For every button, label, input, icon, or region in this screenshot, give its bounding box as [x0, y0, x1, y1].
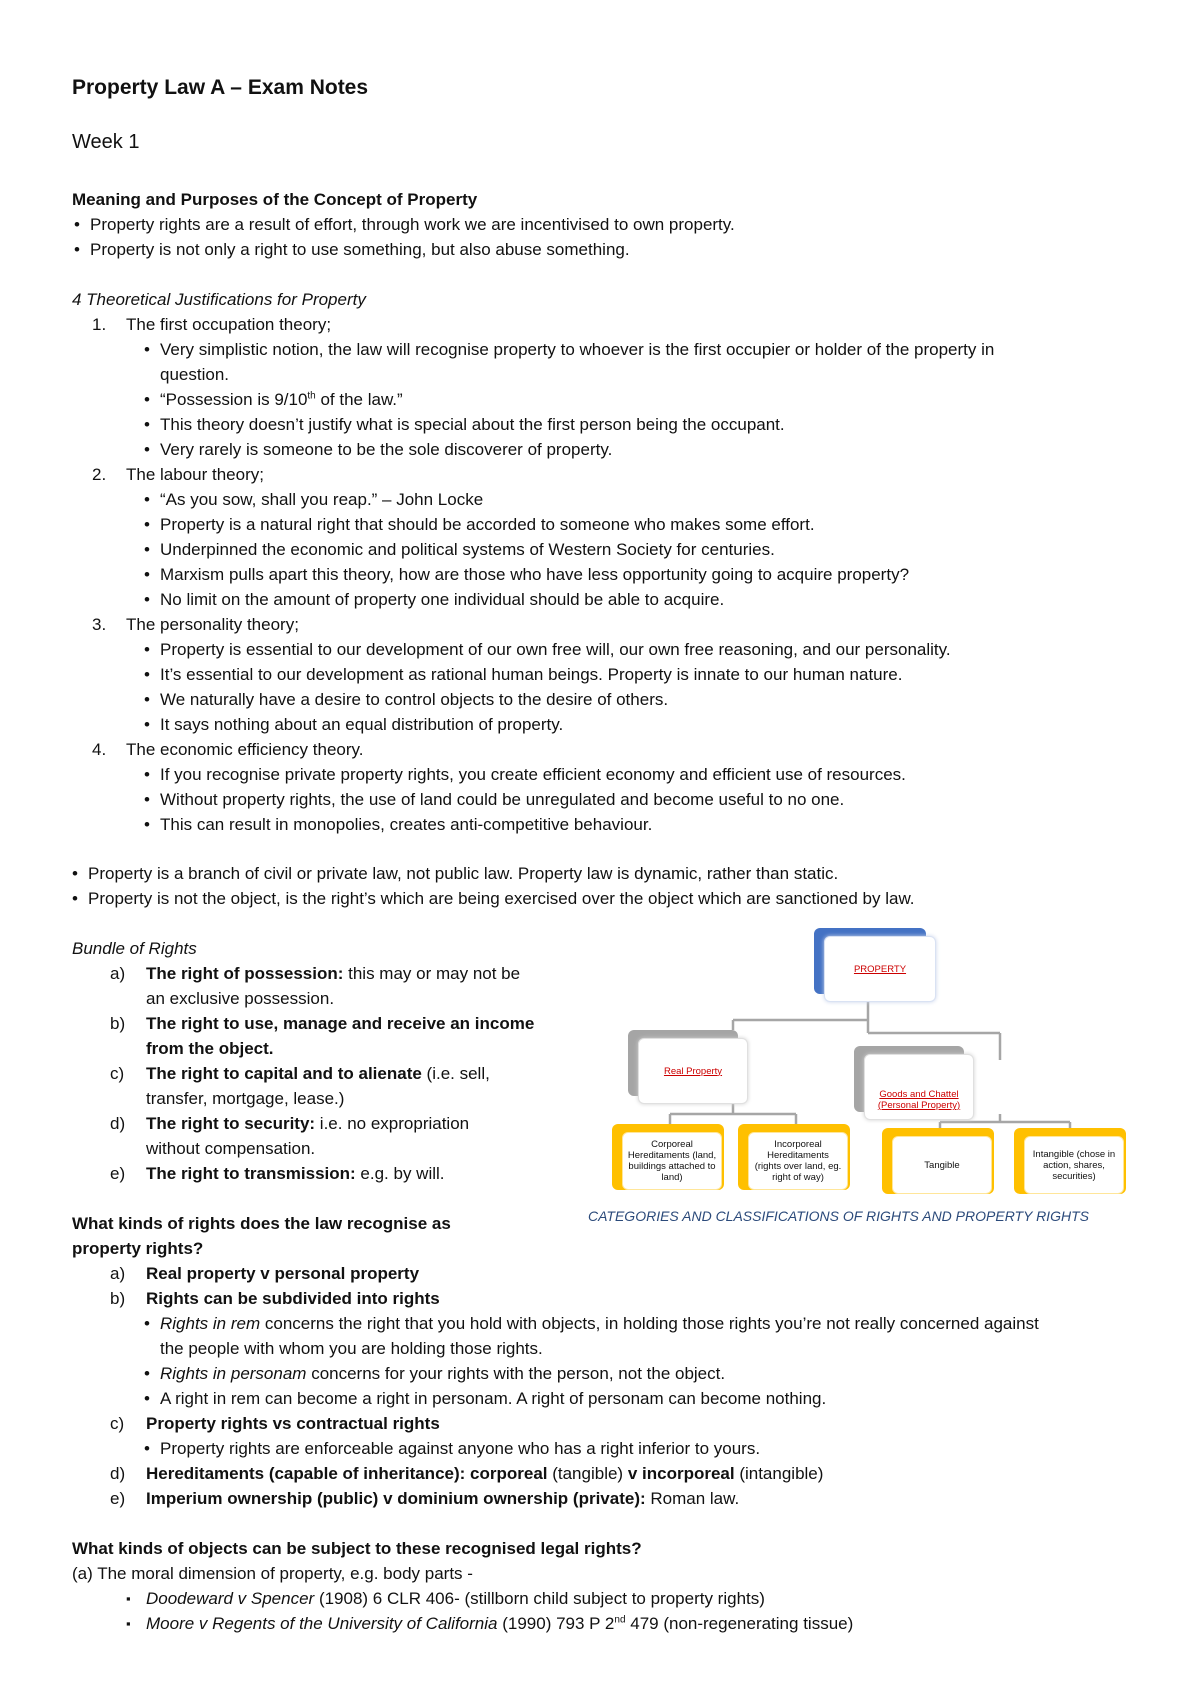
list-item: • Property is not only a right to use something, but also abuse something.	[90, 238, 630, 262]
list-letter: a)	[110, 964, 126, 983]
list-item: • It’s essential to our development as rational human beings. Property is innate to our human nature.	[160, 663, 902, 687]
list-item	[160, 1312, 1039, 1336]
list-item: • This can result in monopolies, creates anti-competitive behaviour.	[160, 813, 652, 837]
list-item	[146, 962, 520, 986]
incorporeal-label: Incorporeal Hereditaments (rights over land, eg. right of way)	[754, 1139, 842, 1183]
list-letter: b)	[110, 1014, 126, 1033]
theory-label: The economic efficiency theory.	[126, 740, 364, 759]
list-letter: b)	[110, 1289, 126, 1308]
real-property-label: Real Property	[663, 1065, 723, 1077]
item-text: e.g. by will.	[355, 1164, 445, 1183]
case-item	[146, 1612, 853, 1636]
list-item: • If you recognise private property rights, you create efficient economy and efficient use of resources.	[160, 763, 906, 787]
item-text: (intangible)	[734, 1464, 824, 1483]
paragraph: (a) The moral dimension of property, e.g. body parts -	[72, 1564, 473, 1583]
bold-text: Hereditaments (capable of inheritance): corporeal	[146, 1464, 548, 1483]
bold-text: Imperium ownership (public) v dominium ownership (private):	[146, 1489, 646, 1508]
section-heading: Meaning and Purposes of the Concept of Property	[72, 190, 478, 209]
list-item	[160, 1362, 725, 1386]
bundle-heading: Bundle of Rights	[72, 939, 197, 958]
list-number: 3.	[92, 615, 107, 634]
list-number: 4.	[92, 740, 107, 759]
list-item: • Very simplistic notion, the law will recognise property to whoever is the first occupier or holder of the property in	[160, 338, 994, 362]
root-label: PROPERTY	[853, 963, 907, 975]
theory-label: The first occupation theory;	[126, 315, 332, 334]
case-name: Moore v Regents of the University of California	[146, 1614, 498, 1633]
list-item-continuation: without compensation.	[146, 1139, 316, 1158]
list-item: Property rights vs contractual rights	[146, 1414, 440, 1433]
bold-text: The right to capital and to alienate	[146, 1064, 422, 1083]
list-item: • Property rights are enforceable against anyone who has a right inferior to yours.	[160, 1437, 760, 1461]
section-heading: What kinds of rights does the law recognise as	[72, 1214, 451, 1233]
intangible-label: Intangible (chose in action, shares, securities)	[1032, 1148, 1116, 1182]
list-letter: d)	[110, 1114, 126, 1133]
superscript: th	[307, 390, 316, 402]
case-citation: (1990) 793 P 2	[497, 1614, 615, 1633]
section-heading-continuation: property rights?	[72, 1239, 204, 1258]
list-item: • No limit on the amount of property one individual should be able to acquire.	[160, 588, 724, 612]
list-item: • We naturally have a desire to control objects to the desire of others.	[160, 688, 668, 712]
list-number: 1.	[92, 315, 107, 334]
list-item: • “As you sow, shall you reap.” – John Locke	[160, 488, 483, 512]
case-citation-end: 479 (non-regenerating tissue)	[625, 1614, 854, 1633]
list-item-continuation: an exclusive possession.	[146, 989, 335, 1008]
list-item: • A right in rem can become a right in personam. A right of personam can become nothing.	[160, 1387, 826, 1411]
list-item: • Property is a branch of civil or private law, not public law. Property law is dynamic, rather than static.	[88, 862, 838, 886]
list-item	[146, 1462, 823, 1486]
list-item-continuation: from the object.	[146, 1039, 274, 1058]
intangible-node	[1024, 1136, 1124, 1194]
goods-label-line2: (Personal Property)	[877, 1100, 961, 1111]
tangible-node	[892, 1136, 992, 1194]
list-item: Rights can be subdivided into rights	[146, 1289, 440, 1308]
item-text: concerns the right that you hold with objects, in holding those rights you’re not really concerned against	[260, 1314, 1039, 1333]
list-number: 2.	[92, 465, 107, 484]
bold-text: The right to security:	[146, 1114, 316, 1133]
property-classification-diagram	[600, 918, 1140, 1198]
italic-term: Rights in personam	[160, 1364, 307, 1383]
bold-text: The right to transmission:	[146, 1164, 356, 1183]
list-item: • Marxism pulls apart this theory, how are those who have less opportunity going to acquire property?	[160, 563, 909, 587]
list-item: • Without property rights, the use of land could be unregulated and become useful to no one.	[160, 788, 844, 812]
goods-chattel-node	[864, 1054, 974, 1120]
list-item	[146, 1112, 469, 1136]
goods-label-line1: Goods and Chattel	[879, 1089, 959, 1100]
item-text: (i.e. sell,	[421, 1064, 490, 1083]
list-item-continuation: the people with whom you are holding those rights.	[160, 1339, 543, 1358]
italic-term: Rights in rem	[160, 1314, 261, 1333]
item-text: this may or may not be	[343, 964, 521, 983]
bold-text: v incorporeal	[627, 1464, 735, 1483]
real-property-node	[638, 1038, 748, 1104]
corporeal-node	[622, 1132, 722, 1190]
list-item: • This theory doesn’t justify what is special about the first person being the occupant.	[160, 413, 785, 437]
list-item: • Very rarely is someone to be the sole discoverer of property.	[160, 438, 612, 462]
list-letter: d)	[110, 1464, 126, 1483]
list-item	[146, 1487, 739, 1511]
list-item: • It says nothing about an equal distribution of property.	[160, 713, 563, 737]
list-item-continuation: question.	[160, 365, 229, 384]
list-item: Real property v personal property	[146, 1264, 420, 1283]
corporeal-label: Corporeal Hereditaments (land, buildings attached to land)	[627, 1139, 717, 1183]
case-item	[146, 1587, 765, 1611]
tangible-label: Tangible	[924, 1159, 960, 1171]
item-text: concerns for your rights with the person, not the object.	[306, 1364, 726, 1383]
list-item: • Property is a natural right that should be accorded to someone who makes some effort.	[160, 513, 815, 537]
item-text: (tangible)	[547, 1464, 628, 1483]
diagram-caption: CATEGORIES AND CLASSIFICATIONS OF RIGHTS AND PROPERTY RIGHTS	[588, 1208, 1089, 1224]
theories-heading: 4 Theoretical Justifications for Property	[72, 290, 366, 309]
theory-label: The personality theory;	[126, 615, 299, 634]
list-item	[146, 1062, 490, 1086]
list-item-continuation: transfer, mortgage, lease.)	[146, 1089, 345, 1108]
case-citation: (1908) 6 CLR 406- (stillborn child subject to property rights)	[314, 1589, 765, 1608]
superscript: nd	[614, 1614, 626, 1626]
theory-label: The labour theory;	[126, 465, 264, 484]
list-letter: e)	[110, 1164, 126, 1183]
item-text: i.e. no expropriation	[315, 1114, 470, 1133]
list-letter: c)	[110, 1414, 125, 1433]
list-item: The right to use, manage and receive an income	[146, 1014, 535, 1033]
list-item: • Underpinned the economic and political systems of Western Society for centuries.	[160, 538, 775, 562]
list-item: • Property is essential to our development of our own free will, our own free reasoning, and our personality.	[160, 638, 951, 662]
list-item	[146, 1162, 445, 1186]
list-item	[160, 388, 403, 412]
list-item: • Property rights are a result of effort, through work we are incentivised to own property.	[90, 213, 735, 237]
bold-text: The right of possession:	[146, 964, 344, 983]
document-title: Property Law A – Exam Notes	[72, 76, 369, 99]
quote-text: “Possession is 9/10	[160, 390, 308, 409]
list-letter: c)	[110, 1064, 125, 1083]
section-heading: What kinds of objects can be subject to these recognised legal rights?	[72, 1539, 642, 1558]
week-heading: Week 1	[72, 131, 140, 153]
list-item: • Property is not the object, is the right’s which are being exercised over the object which are sanctioned by law.	[88, 887, 915, 911]
list-letter: e)	[110, 1489, 126, 1508]
quote-end: of the law.”	[315, 390, 403, 409]
root-node	[824, 936, 936, 1002]
item-text: Roman law.	[645, 1489, 740, 1508]
list-letter: a)	[110, 1264, 126, 1283]
incorporeal-node	[748, 1132, 848, 1190]
case-name: Doodeward v Spencer	[146, 1589, 315, 1608]
